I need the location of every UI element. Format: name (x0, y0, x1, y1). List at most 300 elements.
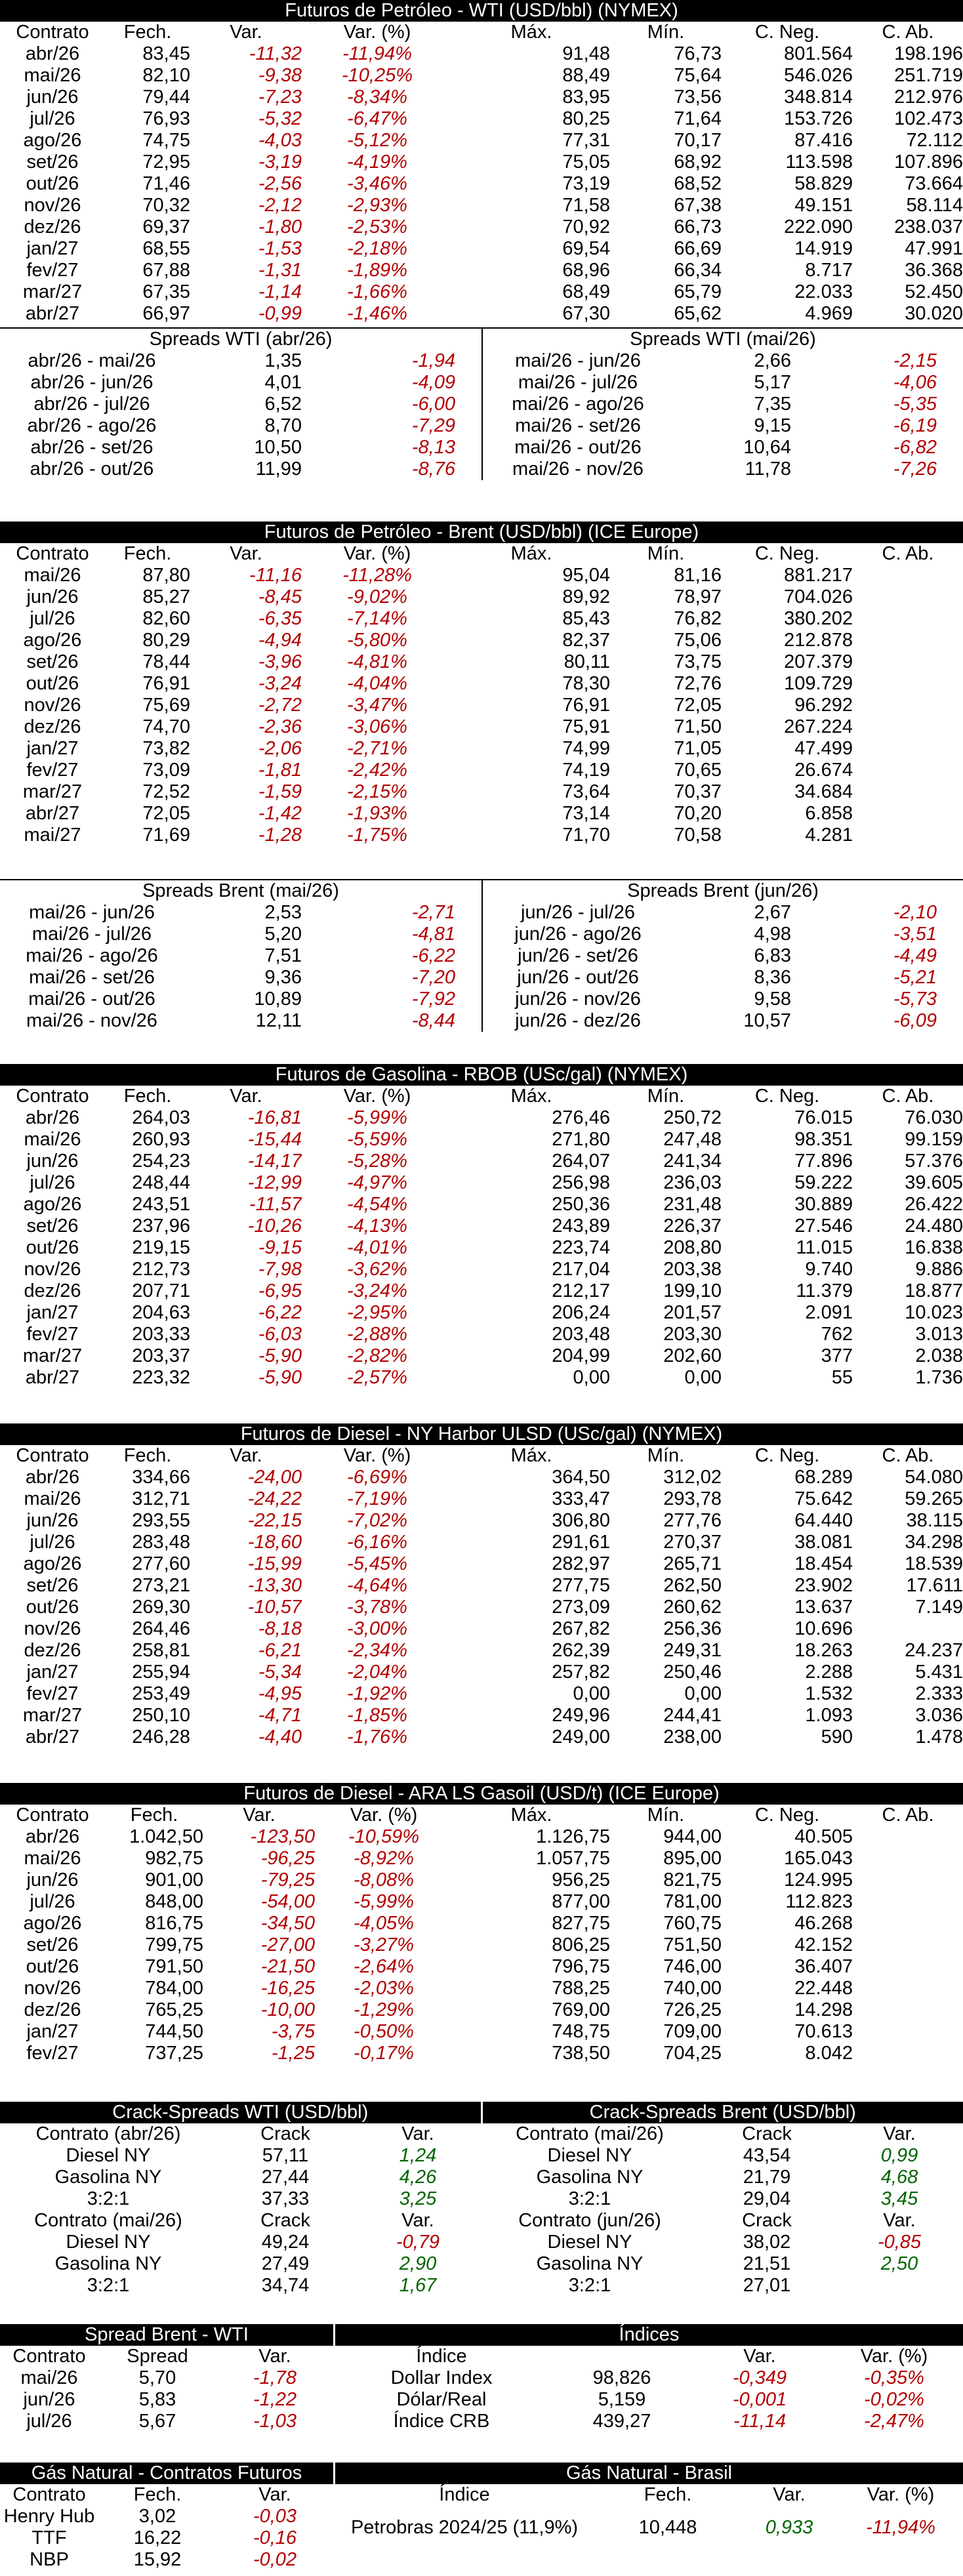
wti-cell: -1,53 (258, 238, 302, 259)
brent-cell: 78,30 (562, 673, 610, 694)
brent-table (0, 543, 963, 846)
rbob-cell: 762 (821, 1324, 853, 1345)
table-row (0, 1107, 963, 1129)
crack-row (482, 2188, 963, 2210)
table-row (0, 1640, 963, 1662)
table-row (0, 1553, 963, 1575)
gasoil-cell: 744,50 (145, 2021, 203, 2042)
spread-cell: jun/26 - set/26 (518, 945, 638, 966)
spread-cell: -4,81 (411, 924, 455, 945)
wti-cell: 52.450 (905, 281, 963, 302)
brent-cell: -3,96 (258, 651, 302, 672)
gasoil-cell: 944,00 (663, 1826, 722, 1847)
wti-cell: 238.037 (894, 216, 963, 237)
brent-cell: -5,80% (347, 630, 407, 651)
ulsd-cell: fev/27 (26, 1683, 79, 1704)
wti-spreads-left-title: Spreads WTI (abr/26) (0, 327, 482, 350)
rbob-cell: 248,44 (132, 1172, 190, 1193)
rbob-cell: -11,57 (249, 1194, 302, 1215)
ulsd-cell: -4,40 (258, 1727, 302, 1748)
gasoil-col-header: Var. (%) (350, 1805, 418, 1826)
gas-fut-cell: -0,02 (253, 2549, 297, 2570)
rbob-col-header: C. Ab. (882, 1086, 934, 1107)
table-row (333, 2506, 963, 2549)
rbob-cell: 76.015 (794, 1107, 853, 1128)
brent-cell (853, 716, 963, 738)
rbob-cell: 39.605 (905, 1172, 963, 1193)
spread-cell: -4,49 (893, 945, 937, 966)
spread-cell: 12,11 (255, 1010, 302, 1031)
ulsd-title: Futuros de Diesel - NY Harbor ULSD (USc/gal) (NYMEX) (0, 1423, 963, 1445)
wti-cell: 348.814 (784, 87, 853, 108)
brent-cell: 71,69 (142, 825, 190, 846)
ulsd-cell: 334,66 (132, 1467, 190, 1488)
crack-col-header: Crack (742, 2123, 792, 2144)
spread-cell: -3,51 (893, 924, 937, 945)
gasoil-cell: 746,00 (663, 1956, 722, 1977)
brent-cell: ago/26 (23, 630, 82, 651)
rbob-cell: -2,88% (347, 1324, 407, 1345)
rbob-cell: 2.038 (915, 1345, 963, 1366)
ulsd-col-header: Fech. (123, 1445, 172, 1466)
spread-cell: mai/26 - nov/26 (26, 1010, 157, 1031)
spread-cell: 7,51 (264, 945, 302, 966)
ulsd-cell: -5,34 (258, 1662, 302, 1683)
wti-cell: ago/26 (23, 130, 82, 151)
ulsd-cell: 253,49 (132, 1683, 190, 1704)
crack-cell: 27,44 (261, 2167, 310, 2188)
brent-cell: 75,69 (142, 695, 190, 716)
brent-spreads-left-title: Spreads Brent (mai/26) (0, 879, 482, 902)
spread-row (483, 415, 963, 437)
ulsd-cell: -10,57 (247, 1597, 302, 1618)
crack-cell: Gasolina NY (54, 2253, 162, 2274)
gas-br-cell: 0,933 (765, 2517, 813, 2538)
gasoil-cell: 751,50 (663, 1934, 722, 1955)
wti-cell: 66,73 (674, 216, 722, 237)
brent-spreads-left (0, 879, 482, 1032)
brent-cell: -1,59 (258, 781, 302, 802)
table-row (0, 1913, 963, 1934)
ulsd-cell: 34.298 (905, 1532, 963, 1553)
ulsd-col-header: C. Ab. (882, 1445, 934, 1466)
crack-contract-header: Contrato (abr/26) (35, 2123, 181, 2144)
brent-cell: 881.217 (784, 565, 853, 586)
table-row (0, 303, 963, 325)
ulsd-cell: 265,71 (663, 1553, 722, 1574)
gasoil-cell: 40.505 (794, 1826, 853, 1847)
ulsd-cell: 1.532 (805, 1683, 853, 1704)
ulsd-cell: 238,00 (663, 1727, 722, 1748)
ulsd-cell: 267,82 (552, 1618, 610, 1639)
rbob-cell: 204,63 (132, 1302, 190, 1323)
table-row (0, 1324, 963, 1345)
brent-cell: out/26 (26, 673, 79, 694)
table-row (0, 781, 963, 803)
brent-cell: 71,50 (674, 716, 722, 737)
spread-cell: jun/26 - nov/26 (515, 989, 641, 1010)
gasoil-cell: -0,17% (354, 2043, 414, 2064)
brent-cell: 704.026 (784, 586, 853, 607)
crack-contract-header: Contrato (mai/26) (516, 2123, 664, 2144)
ulsd-cell: 256,36 (663, 1618, 722, 1639)
wti-col-header: Var. (%) (343, 22, 411, 43)
gas-fut-cell: 3,02 (138, 2506, 176, 2527)
rbob-cell: -5,28% (347, 1151, 407, 1172)
spread-cell: 2,53 (264, 902, 302, 923)
wti-cell: 67,88 (142, 260, 190, 281)
spread-cell: 10,57 (743, 1010, 791, 1031)
gas-fut-col-header: Var. (258, 2484, 291, 2505)
table-row (0, 1259, 963, 1280)
spread-cell: jun/26 - ago/26 (514, 924, 642, 945)
gas-br-header-row (333, 2484, 963, 2506)
brent-cell: 380.202 (784, 608, 853, 629)
rbob-cell: 0,00 (684, 1367, 722, 1388)
brent-spreads-right (482, 879, 963, 1032)
gasoil-cell: 8.042 (805, 2043, 853, 2064)
rbob-cell: 377 (821, 1345, 853, 1366)
wti-cell: 36.368 (905, 260, 963, 281)
crack-cell: Diesel NY (66, 2232, 151, 2253)
ulsd-cell: -15,99 (247, 1553, 302, 1574)
rbob-col-header: C. Neg. (754, 1086, 820, 1107)
ulsd-cell: dez/26 (24, 1640, 81, 1661)
spread-cell: mai/26 - jul/26 (31, 924, 152, 945)
wti-cell: 68,52 (674, 173, 722, 194)
crack-col-header: Var. (401, 2210, 434, 2231)
gasoil-cell: 781,00 (663, 1891, 722, 1912)
brent-cell: -11,28% (342, 565, 412, 586)
wti-cell: 58.829 (794, 173, 853, 194)
rbob-cell: 11.379 (796, 1280, 853, 1301)
brent-cell: -7,14% (347, 608, 407, 629)
rbob-cell: 203,30 (663, 1324, 722, 1345)
table-row (0, 1467, 963, 1488)
gasoil-cell (853, 1891, 963, 1913)
spread-cell: 1,35 (264, 350, 302, 371)
brent-cell: -1,81 (258, 760, 302, 781)
wti-cell: 70,92 (562, 216, 610, 237)
spread-cell: -8,13 (411, 437, 455, 458)
table-row (0, 630, 963, 651)
ulsd-col-header: C. Neg. (754, 1445, 820, 1466)
brent-cell: dez/26 (24, 716, 81, 737)
wti-cell: 801.564 (784, 43, 853, 64)
rbob-cell: 250,72 (663, 1107, 722, 1128)
table-row (0, 716, 963, 738)
gasoil-cell: -54,00 (260, 1891, 315, 1912)
gasoil-cell: -4,05% (354, 1913, 414, 1934)
spread-cell: mai/26 - set/26 (29, 967, 155, 988)
rbob-cell: -3,24% (347, 1280, 407, 1301)
table-row (0, 1172, 963, 1194)
brent-cell: -2,42% (347, 760, 407, 781)
ulsd-cell: -1,85% (347, 1705, 407, 1726)
ulsd-cell: 590 (821, 1727, 853, 1748)
rbob-cell: 219,15 (132, 1237, 190, 1258)
rbob-cell: -15,44 (247, 1129, 302, 1150)
rbob-cell: -4,01% (347, 1237, 407, 1258)
rbob-title: Futuros de Gasolina - RBOB (USc/gal) (NYMEX) (0, 1064, 963, 1086)
spread-bw-header-row (0, 2346, 333, 2367)
brent-cell: -2,71% (347, 738, 407, 759)
brent-cell: 109.729 (784, 673, 853, 694)
indices-cell: Dollar Index (390, 2367, 493, 2388)
crack-cell: Diesel NY (547, 2145, 632, 2166)
spread-row (483, 1010, 963, 1032)
brent-cell: -1,75% (347, 825, 407, 846)
wti-cell: 58.114 (906, 195, 963, 216)
spread-row (0, 1010, 482, 1032)
spread-row (0, 902, 482, 924)
rbob-cell: -6,95 (258, 1280, 302, 1301)
gas-fut-cell: 16,22 (133, 2527, 182, 2548)
gasoil-cell: abr/26 (25, 1826, 80, 1847)
rbob-cell: 9.886 (915, 1259, 963, 1280)
rbob-cell: 226,37 (663, 1216, 722, 1237)
rbob-cell: -6,22 (258, 1302, 302, 1323)
spread-cell: 10,89 (254, 989, 302, 1010)
gasoil-cell: -2,64% (354, 1956, 414, 1977)
gas-fut-title: Gás Natural - Contratos Futuros (0, 2463, 333, 2484)
brent-cell: 75,06 (674, 630, 722, 651)
gasoil-cell (853, 1978, 963, 1999)
gasoil-cell: 901,00 (145, 1870, 203, 1891)
brent-cell: jun/26 (26, 586, 79, 607)
crack-cell: 3,45 (880, 2188, 918, 2209)
ulsd-cell: jul/26 (30, 1532, 75, 1553)
rbob-cell: 16.838 (905, 1237, 963, 1258)
wti-cell: mai/26 (24, 65, 81, 86)
table-row (0, 195, 963, 216)
spread-cell: mai/26 - set/26 (515, 415, 641, 436)
gasoil-cell: 42.152 (794, 1934, 853, 1955)
ulsd-cell: -5,45% (347, 1553, 407, 1574)
table-row (0, 2367, 333, 2389)
brent-cell: -6,35 (258, 608, 302, 629)
rbob-cell: 76.030 (905, 1107, 963, 1128)
brent-cell: 70,65 (674, 760, 722, 781)
wti-cell: 72,95 (142, 152, 190, 173)
gasoil-cell: set/26 (26, 1934, 79, 1955)
gas-br-col-header: Var. (773, 2484, 806, 2505)
spread-row (0, 989, 482, 1010)
brent-cell: 73,09 (142, 760, 190, 781)
wti-cell: 153.726 (784, 108, 853, 129)
table-row (0, 260, 963, 281)
spread-cell: -7,92 (411, 989, 455, 1010)
spread-row (0, 967, 482, 989)
spread-cell: abr/26 - jun/26 (30, 372, 154, 393)
brent-col-header: C. Ab. (882, 543, 934, 564)
table-row (0, 1575, 963, 1597)
rbob-cell: 203,38 (663, 1259, 722, 1280)
rbob-cell: -4,13% (347, 1216, 407, 1237)
wti-cell: -1,14 (258, 281, 302, 302)
gasoil-cell: -8,92% (354, 1848, 414, 1869)
gasoil-cell: 895,00 (663, 1848, 722, 1869)
table-row (333, 2411, 963, 2432)
ulsd-cell: -2,04% (347, 1662, 407, 1683)
spread-bw-cell: -1,22 (253, 2389, 297, 2410)
wti-cell: 87.416 (794, 130, 853, 151)
ulsd-cell: abr/27 (25, 1727, 80, 1748)
brent-cell: 4.281 (805, 825, 853, 846)
ulsd-cell: 24.237 (905, 1640, 963, 1661)
spread-cell: 11,78 (745, 459, 791, 480)
brent-cell: -1,28 (258, 825, 302, 846)
brent-cell: 70,37 (674, 781, 722, 802)
crack-brent (482, 2123, 963, 2297)
gasoil-cell (853, 1934, 963, 1956)
spread-bw-cell: 5,67 (138, 2411, 176, 2432)
wti-cell: jun/26 (26, 87, 79, 108)
ulsd-cell: out/26 (26, 1597, 79, 1618)
gasoil-cell: 821,75 (663, 1870, 722, 1891)
brent-cell: 6.858 (805, 803, 853, 824)
crack-contract-header: Contrato (jun/26) (518, 2210, 661, 2231)
gasoil-col-header: Fech. (130, 1805, 178, 1826)
gas-section (0, 2463, 963, 2571)
rbob-cell: -2,82% (347, 1345, 407, 1366)
brent-cell: -2,15% (347, 781, 407, 802)
crack-contract-header: Contrato (mai/26) (34, 2210, 182, 2231)
wti-table (0, 22, 963, 325)
ulsd-cell: 312,71 (132, 1488, 190, 1509)
table-row (0, 87, 963, 108)
crack-cell: 37,33 (261, 2188, 310, 2209)
table-row (0, 565, 963, 586)
gas-br (333, 2484, 963, 2549)
crack-cell: -0,85 (877, 2232, 922, 2253)
rbob-cell: 231,48 (663, 1194, 722, 1215)
wti-cell: -11,32 (249, 43, 302, 64)
rbob-cell: 26.422 (905, 1194, 963, 1215)
crack-row (482, 2145, 963, 2167)
ulsd-cell: abr/26 (25, 1467, 80, 1488)
wti-cell: 79,44 (142, 87, 190, 108)
gas-fut-cell: 15,92 (133, 2549, 182, 2570)
gas-fut-header-row (0, 2484, 333, 2506)
rbob-cell: 10.023 (905, 1302, 963, 1323)
brent-cell: 70,58 (674, 825, 722, 846)
ulsd-cell: 23.902 (794, 1575, 853, 1596)
spread-cell: -5,21 (893, 967, 937, 988)
gasoil-cell: -3,27% (354, 1934, 414, 1955)
brent-cell: 72,76 (674, 673, 722, 694)
spread-cell: 9,58 (754, 989, 791, 1010)
ulsd-cell: 250,10 (132, 1705, 190, 1726)
brent-cell: -2,36 (258, 716, 302, 737)
gasoil-col-header: Var. (243, 1805, 276, 1826)
table-row (0, 152, 963, 173)
wti-cell: 22.033 (794, 281, 853, 302)
crack-cell: -0,79 (396, 2232, 440, 2253)
ulsd-cell: 277,75 (552, 1575, 610, 1596)
ulsd-cell: 293,55 (132, 1510, 190, 1531)
brent-cell: jul/26 (30, 608, 75, 629)
rbob-cell: 204,99 (552, 1345, 610, 1366)
wti-cell: -3,19 (258, 152, 302, 173)
ulsd-cell: -8,18 (258, 1618, 302, 1639)
wti-section (0, 0, 963, 480)
rbob-cell: 212,73 (132, 1259, 190, 1280)
wti-cell: 82,10 (142, 65, 190, 86)
brent-cell: -8,45 (258, 586, 302, 607)
indices-cell: 5,159 (598, 2389, 646, 2410)
ulsd-cell: 18.539 (905, 1553, 963, 1574)
spread-row (0, 394, 482, 415)
gas-br-col-header: Fech. (644, 2484, 692, 2505)
ulsd-cell: ago/26 (23, 1553, 82, 1574)
spread-cell: -5,73 (893, 989, 937, 1010)
gasoil-cell: -3,75 (271, 2021, 315, 2042)
wti-cell: 67,30 (562, 303, 610, 324)
spread-cell: -4,09 (411, 372, 455, 393)
ulsd-cell: 306,80 (552, 1510, 610, 1531)
crack-cell: 3:2:1 (568, 2275, 611, 2296)
wti-cell: 76,73 (674, 43, 722, 64)
ulsd-cell: -18,60 (247, 1532, 302, 1553)
table-row (0, 760, 963, 781)
table-row (0, 1532, 963, 1553)
wti-cell: 14.919 (794, 238, 853, 259)
gasoil-cell: -96,25 (260, 1848, 315, 1869)
spread-row (0, 945, 482, 967)
wti-cell: -1,66% (347, 281, 407, 302)
brent-cell: 81,16 (674, 565, 722, 586)
gasoil-cell: -1,29% (354, 1999, 414, 2020)
ulsd-cell: 260,62 (663, 1597, 722, 1618)
gasoil-cell (853, 2043, 963, 2064)
rbob-col-header: Var. (%) (343, 1086, 411, 1107)
wti-col-header: Fech. (123, 22, 172, 43)
wti-cell: 80,25 (562, 108, 610, 129)
gasoil-cell: 124.995 (784, 1870, 853, 1891)
spread-cell: 9,36 (264, 967, 302, 988)
brent-cell: -3,06% (347, 716, 407, 737)
gasoil-cell: 748,75 (552, 2021, 610, 2042)
brent-cell (853, 565, 963, 586)
wti-cell: -1,80 (258, 216, 302, 237)
crack-section (0, 2102, 963, 2297)
indices-header-row (333, 2346, 963, 2367)
spread-row (483, 372, 963, 394)
wti-cell: 67,35 (142, 281, 190, 302)
brent-cell: 76,91 (562, 695, 610, 716)
gas-br-cell: -11,94% (866, 2517, 935, 2538)
gasoil-cell: 982,75 (145, 1848, 203, 1869)
ulsd-cell: -24,00 (247, 1467, 302, 1488)
ulsd-cell: 10.696 (794, 1618, 853, 1639)
crack-row (0, 2253, 482, 2275)
table-row (0, 1194, 963, 1216)
rbob-cell: -7,98 (258, 1259, 302, 1280)
gas-br-cell: Petrobras 2024/25 (11,9%) (350, 2517, 579, 2538)
spread-cell: 8,36 (754, 967, 791, 988)
wti-cell: 65,79 (674, 281, 722, 302)
brent-cell: -3,47% (347, 695, 407, 716)
spread-bw-col-header: Var. (258, 2346, 291, 2367)
wti-cell: -4,19% (347, 152, 407, 173)
gasoil-cell: -5,99% (354, 1891, 414, 1912)
wti-cell: 73.664 (905, 173, 963, 194)
brent-cell: -4,81% (347, 651, 407, 672)
wti-col-header: Mín. (647, 22, 685, 43)
indices-cell: Dólar/Real (396, 2389, 487, 2410)
wti-cell: 77,31 (562, 130, 610, 151)
